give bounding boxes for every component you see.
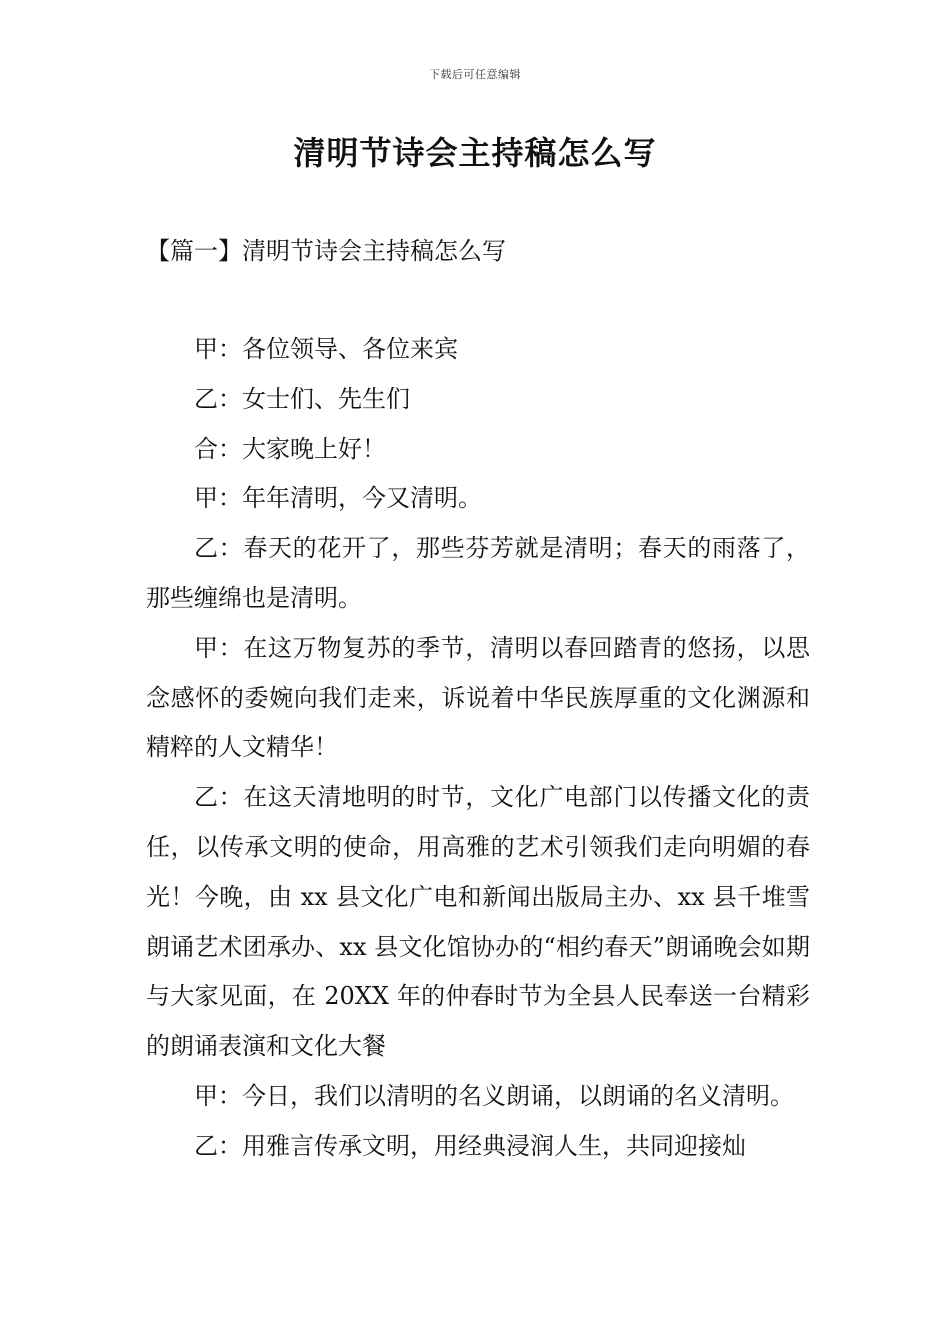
paragraph: 乙：女士们、先生们 [194, 384, 410, 413]
paragraph: 乙：在这天清地明的时节，文化广电部门以传播文化的责任，以传承文明的使命，用高雅的艺术引领我们走向明媚的春光！今晚，由 xx 县文化广电和新闻出版局主办、xx 县千堆雪朗诵艺术团承办、xx 县文化馆协办的“相约春天”朗诵晚会如期与大家见面，在 20XX 年的仲春时节为全县人民奉送一台精彩的朗诵表演和文化大餐 [146, 783, 810, 1061]
document-body [146, 325, 810, 1172]
paragraph: 甲：今日，我们以清明的名义朗诵，以朗诵的名义清明。 [194, 1081, 794, 1110]
paragraph: 乙：用雅言传承文明，用经典浸润人生，共同迎接灿 [194, 1131, 746, 1160]
paragraph: 合：大家晚上好！ [194, 434, 386, 463]
header-note: 下载后可任意编辑 [429, 68, 521, 81]
paragraph: 甲：在这万物复苏的季节，清明以春回踏青的悠扬，以思念感怀的委婉向我们走来，诉说着中华民族厚重的文化渊源和精粹的人文精华！ [146, 633, 810, 762]
paragraph: 甲：年年清明，今又清明。 [194, 484, 482, 513]
section-heading: 【篇一】清明节诗会主持稿怎么写 [146, 237, 506, 265]
paragraph: 乙：春天的花开了，那些芬芳就是清明；春天的雨落了，那些缠绵也是清明。 [146, 534, 810, 612]
paragraph: 甲：各位领导、各位来宾 [194, 335, 458, 363]
document-title: 清明节诗会主持稿怎么写 [293, 134, 657, 172]
